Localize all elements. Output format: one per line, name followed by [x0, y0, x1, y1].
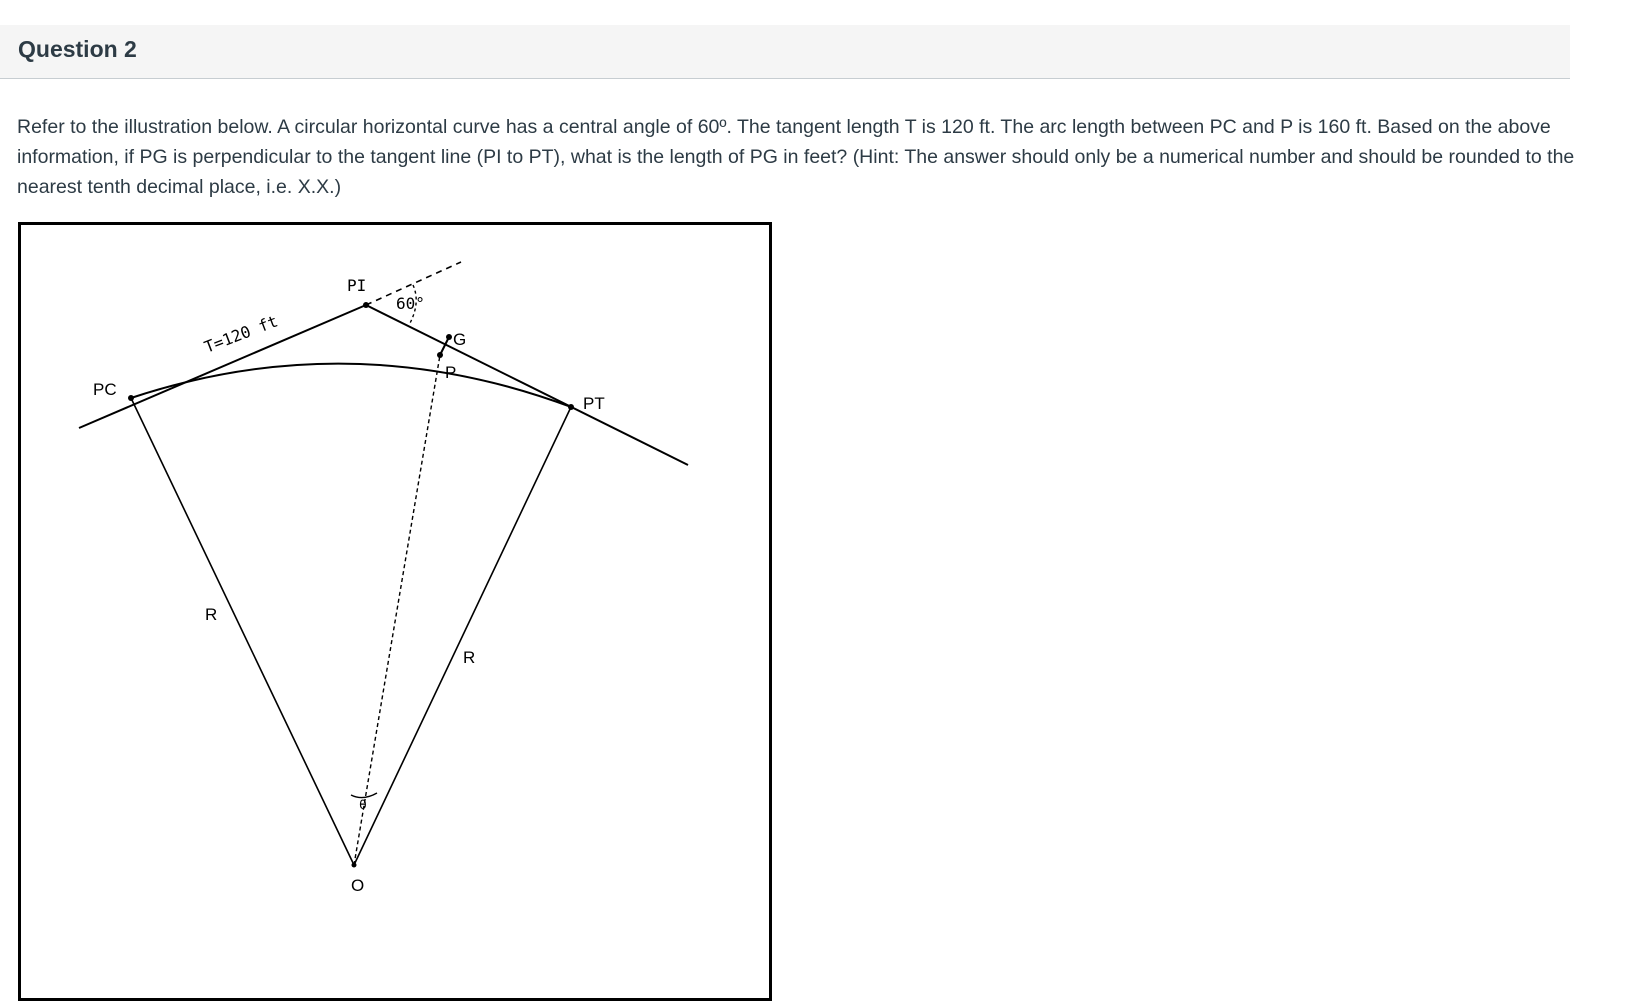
question-header	[0, 25, 1570, 79]
point-pc	[128, 395, 134, 401]
label-tangent-length: T=120 ft	[201, 311, 281, 357]
curve-diagram	[18, 222, 772, 1001]
point-o	[352, 863, 357, 868]
label-p: P	[445, 363, 457, 382]
tangent-line-left	[79, 305, 366, 428]
point-g	[446, 334, 452, 340]
label-pt: PT	[583, 394, 605, 413]
radius-left	[131, 398, 354, 865]
radius-to-p-dashed	[354, 355, 440, 865]
radius-right	[354, 407, 571, 865]
question-text: Refer to the illustration below. A circular horizontal curve has a central angle of 60º. The tangent length T is 120 ft. The arc length between PC and P is 160 ft. Based on the above information, if PG is perpendicular to the tangent line (PI to PT), what is the length of PG in feet? (Hint: The answer should only be a numerical number and should be rounded to the nearest tenth decimal place, i.e. X.X.)	[17, 116, 1575, 198]
label-r-left: R	[205, 605, 218, 624]
theta-arc	[351, 793, 377, 798]
label-r-right: R	[463, 648, 476, 667]
label-pi: PI	[347, 276, 367, 295]
curve-diagram-svg	[21, 225, 769, 998]
label-pc: PC	[93, 380, 117, 399]
point-p	[437, 352, 443, 358]
circular-curve-arc	[131, 364, 571, 407]
question-title: Question 2	[18, 36, 137, 62]
label-theta: θ	[359, 798, 367, 813]
tangent-line-right	[366, 305, 688, 465]
point-pt	[568, 404, 574, 410]
label-central-angle: 60°	[396, 294, 425, 313]
label-g: G	[453, 330, 467, 349]
point-pi	[363, 302, 369, 308]
label-o: O	[351, 876, 365, 895]
